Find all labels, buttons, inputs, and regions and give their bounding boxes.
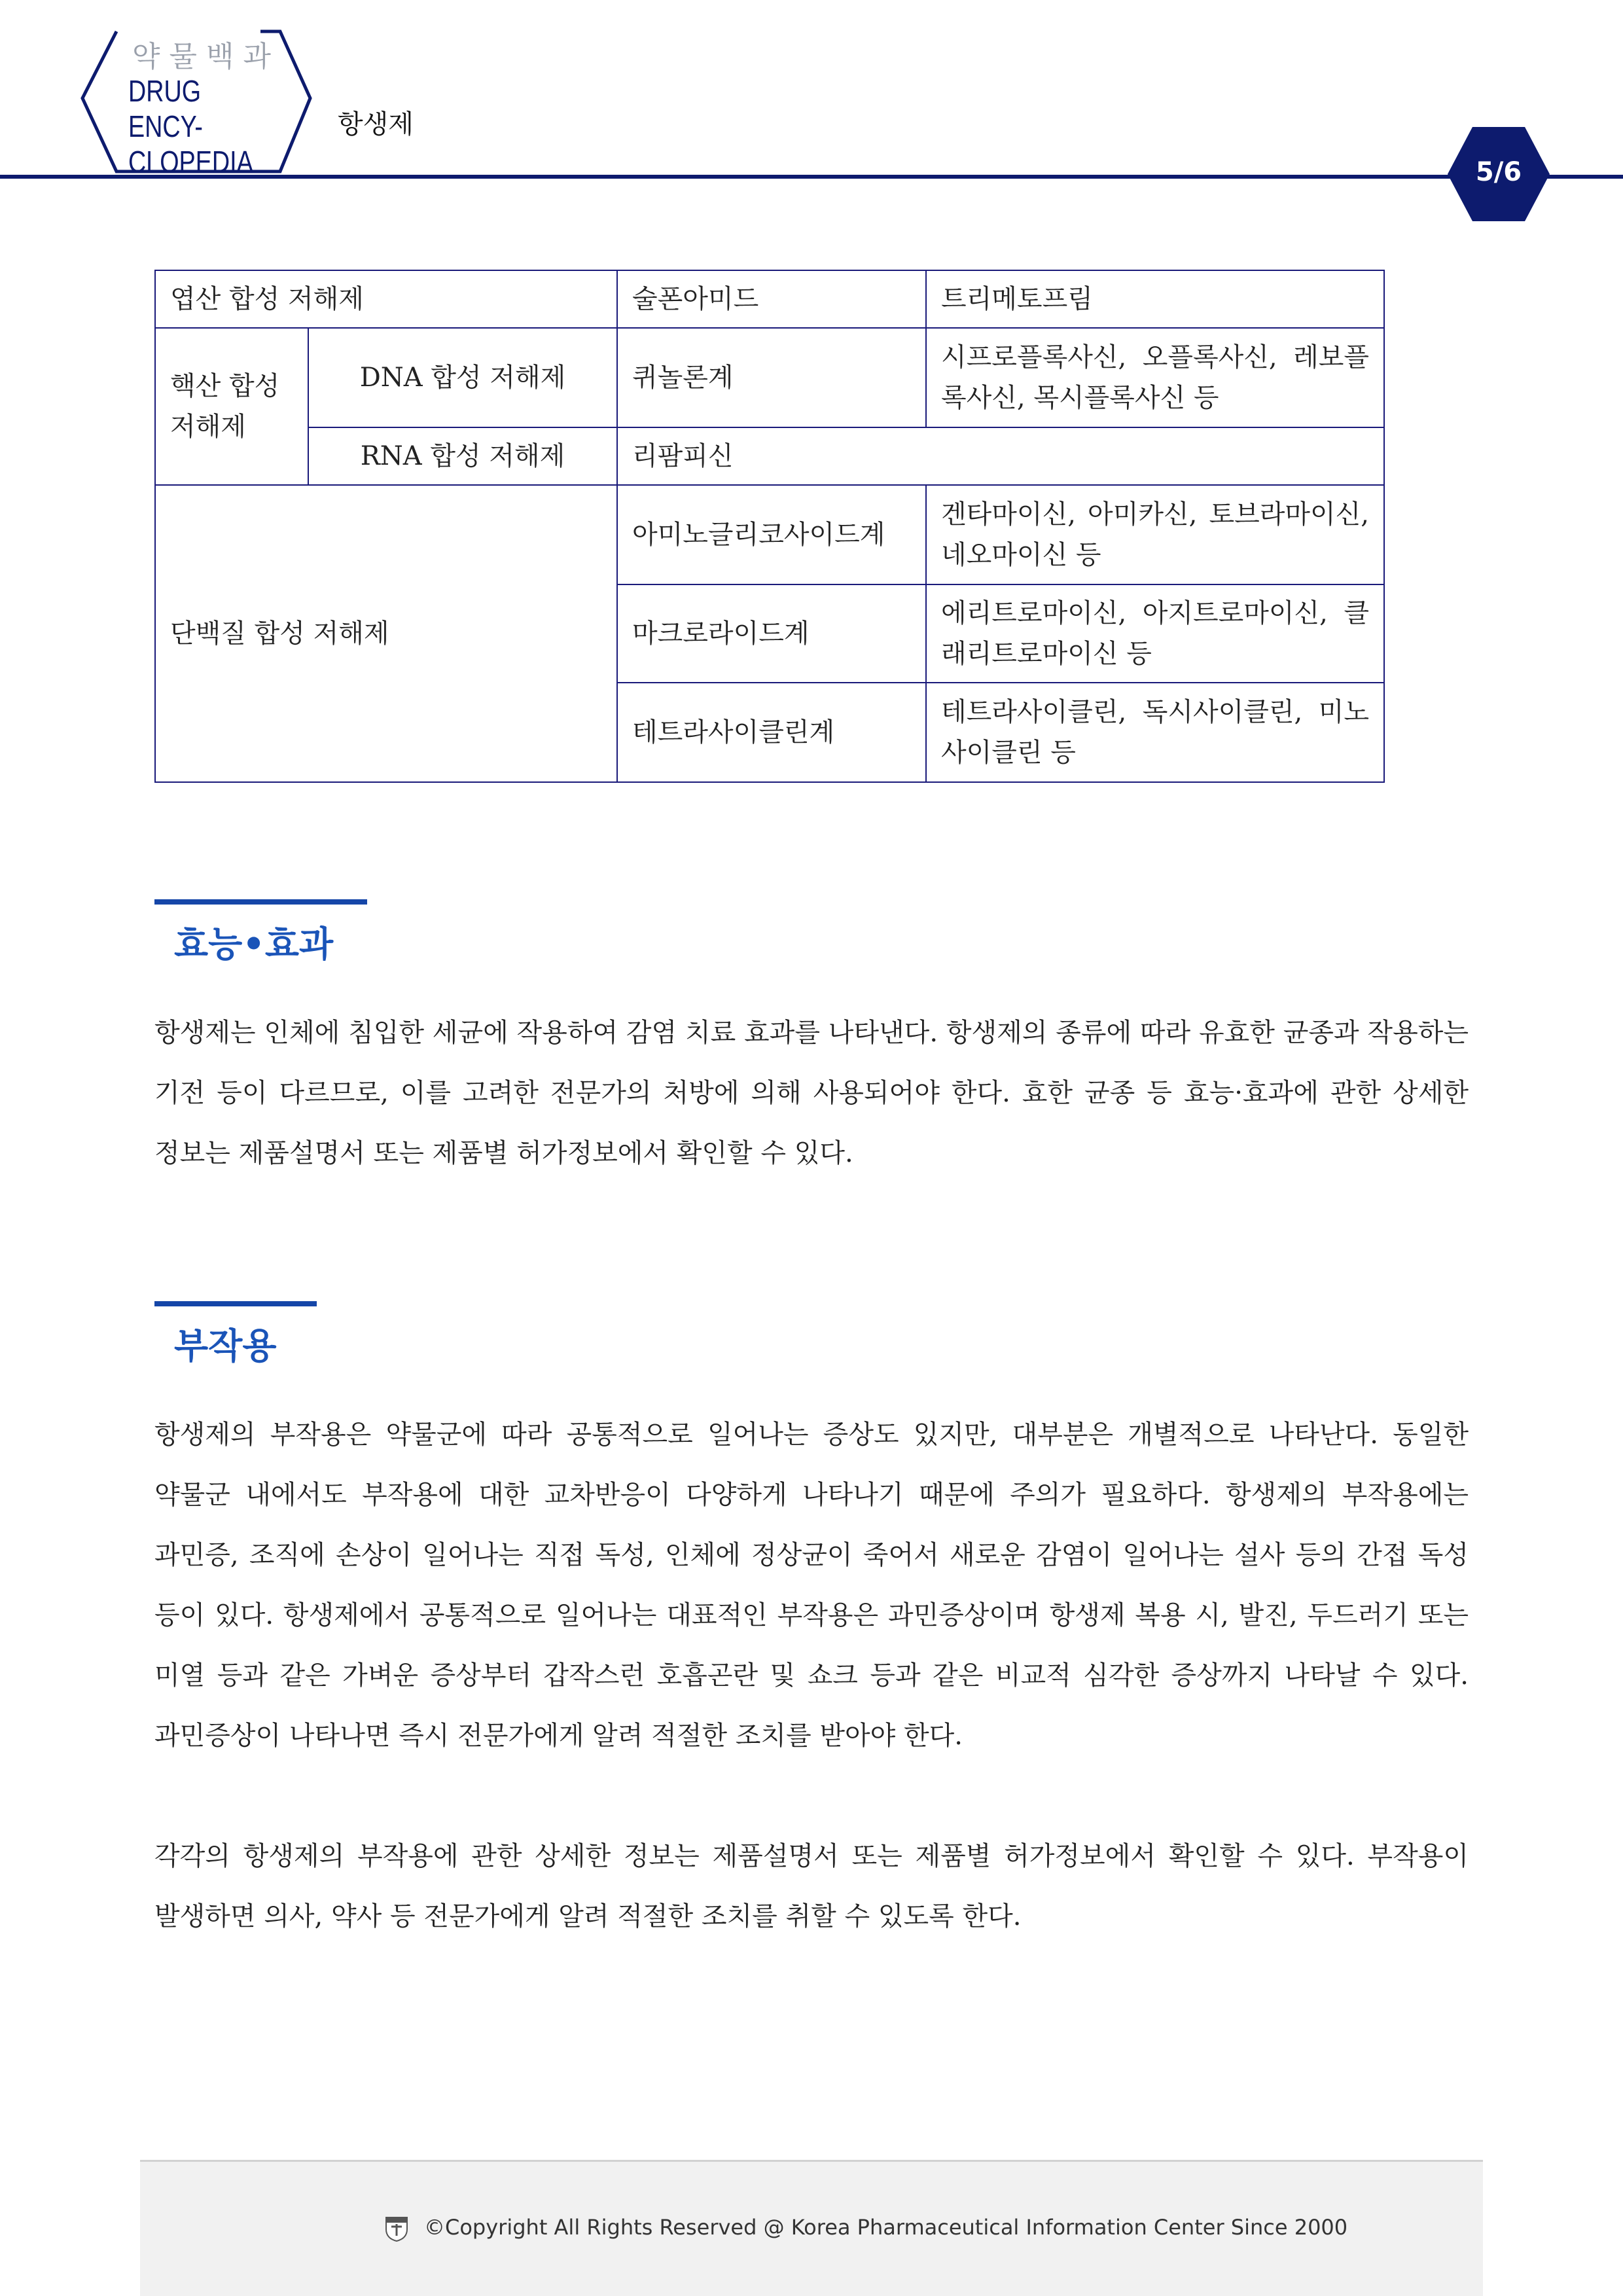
table-cell: 트리메토프림 — [926, 270, 1384, 328]
table-cell: 엽산 합성 저해제 — [155, 270, 617, 328]
side-effects-paragraph: 각각의 항생제의 부작용에 관한 상세한 정보는 제품설명서 또는 제품별 허가정보에서 확인할 수 있다. 부작용이 발생하면 의사, 약사 등 전문가에게 알려 적절한 조치를 취할 수 있도록 한다. — [154, 1841, 1469, 1931]
table-cell: 핵산 합성 저해제 — [155, 328, 308, 485]
footer-rule — [140, 2160, 1483, 2162]
shield-emblem-icon — [385, 2215, 408, 2242]
table-cell: 퀴놀론계 — [617, 328, 926, 427]
table-cell: 리팜피신 — [617, 427, 1384, 485]
table-row — [155, 328, 1384, 427]
logo-korean-text: 약물백과 — [132, 40, 280, 73]
table-cell: 시프로플록사신, 오플록사신, 레보플록사신, 목시플록사신 등 — [926, 328, 1384, 427]
table-cell: DNA 합성 저해제 — [308, 328, 617, 427]
section-title-efficacy: 효능•효과 — [174, 924, 334, 965]
page-number: 5/6 — [1475, 157, 1522, 187]
logo-english-text: DRUG ENCY- CLOPEDIA — [128, 74, 253, 179]
table-row — [155, 427, 1384, 485]
table-cell: 겐타마이신, 아미카신, 토브라마이신, 네오마이신 등 — [926, 485, 1384, 584]
document-title: 항생제 — [338, 109, 414, 139]
section-accent-bar — [154, 1301, 317, 1306]
table-cell: 에리트로마이신, 아지트로마이신, 클래리트로마이신 등 — [926, 584, 1384, 683]
table-row — [155, 485, 1384, 584]
section-accent-bar — [154, 899, 367, 905]
table-cell: 테트라사이클린, 독시사이클린, 미노사이클린 등 — [926, 683, 1384, 782]
table-cell: 마크로라이드계 — [617, 584, 926, 683]
table-row — [155, 270, 1384, 328]
table-cell: 아미노글리코사이드계 — [617, 485, 926, 584]
table-cell: 술폰아미드 — [617, 270, 926, 328]
efficacy-paragraph: 항생제는 인체에 침입한 세균에 작용하여 감염 치료 효과를 나타낸다. 항생제의 종류에 따라 유효한 균종과 작용하는 기전 등이 다르므로, 이를 고려한 전문가의 처방에 의해 사용되어야 한다. 효한 균종 등 효능·효과에 관한 상세한 정보는 제품설명서 또는 제품별 허가정보에서 확인할 수 있다. — [154, 1018, 1469, 1168]
table-cell: 테트라사이클린계 — [617, 683, 926, 782]
table-cell: RNA 합성 저해제 — [308, 427, 617, 485]
section-title-side-effects: 부작용 — [174, 1325, 277, 1367]
antibiotic-classification-table — [154, 270, 1385, 783]
side-effects-paragraph: 항생제의 부작용은 약물군에 따라 공통적으로 일어나는 증상도 있지만, 대부분은 개별적으로 나타난다. 동일한 약물군 내에서도 부작용에 대한 교차반응이 다양하게 나타나기 때문에 주의가 필요하다. 항생제의 부작용에는 과민증, 조직에 손상이 일어나는 직접 독성, 인체에 정상균이 죽어서 새로운 감염이 일어나는 설사 등의 간접 독성 등이 있다. 항생제에서 공통적으로 일어나는 대표적인 부작용은 과민증상이며 항생제 복용 시, 발진, 두드러기 또는 미열 등과 같은 가벼운 증상부터 갑작스런 호흡곤란 및 쇼크 등과 같은 비교적 심각한 증상까지 나타날 수 있다. 과민증상이 나타나면 즉시 전문가에게 알려 적절한 조치를 받아야 한다. — [154, 1420, 1469, 1751]
table-cell: 단백질 합성 저해제 — [155, 485, 617, 782]
copyright-text: ©Copyright All Rights Reserved @ Korea Pharmaceutical Information Center Since 2000 — [424, 2215, 1348, 2240]
